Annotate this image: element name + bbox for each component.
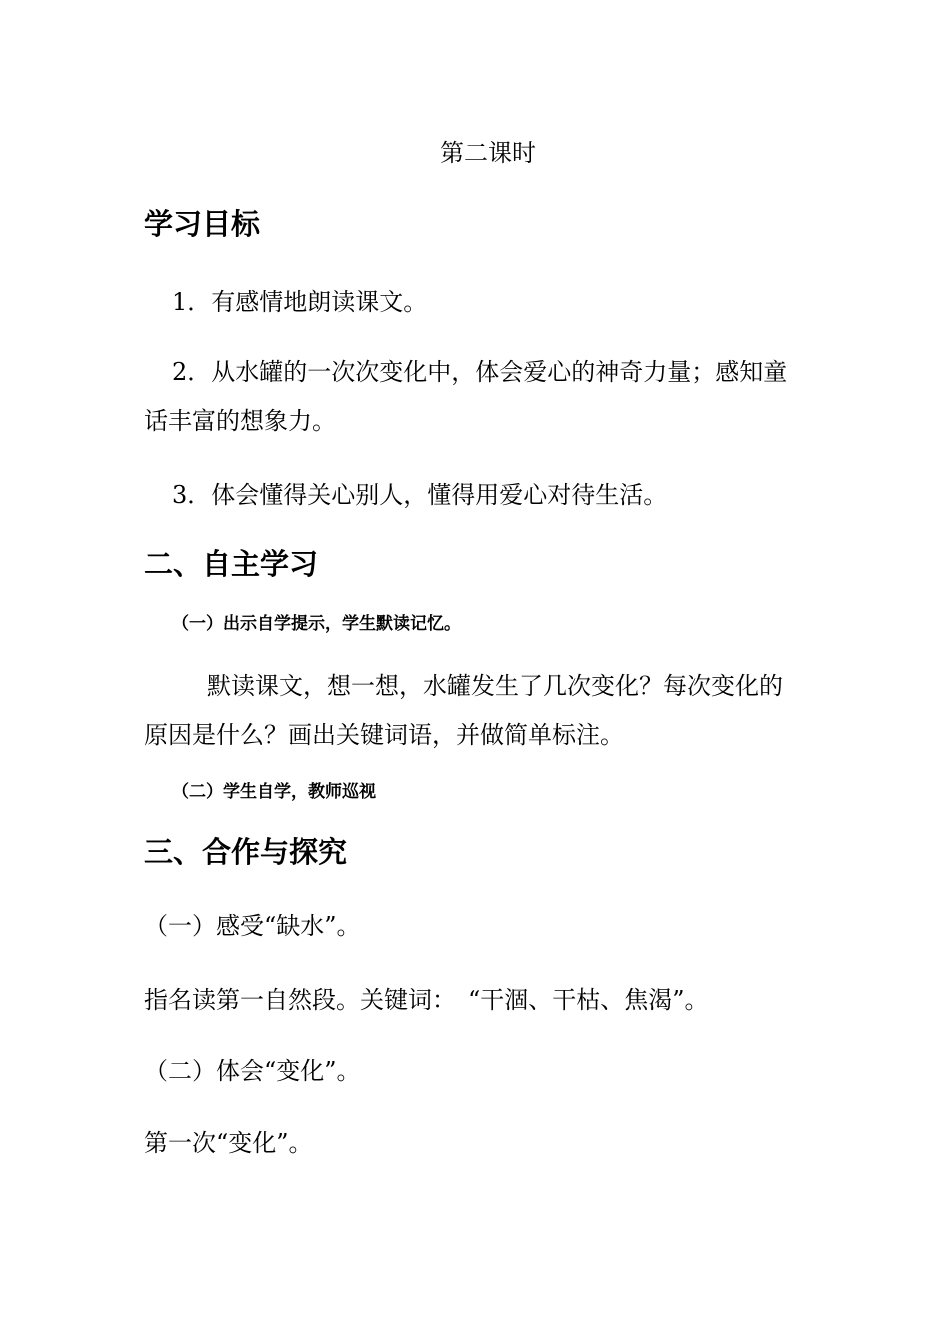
goal-item-2-continued: 话丰富的想象力。 [144,407,336,435]
first-change-line: 第一次“变化”。 [144,1129,313,1157]
goal-item-3: 3．体会懂得关心别人，懂得用爱心对待生活。 [172,481,668,509]
goal-item-2: 2．从水罐的一次次变化中，体会爱心的神奇力量；感知童 [172,358,788,386]
keyword-line: 指名读第一自然段。关键词： “干涸、干枯、焦渴”。 [144,986,709,1014]
section-heading-cooperation: 三、合作与探究 [144,835,348,869]
subheading-changes: （二）体会“变化”。 [144,1057,361,1085]
section-heading-goals: 学习目标 [144,207,261,241]
goal-item-1: 1．有感情地朗读课文。 [172,288,428,316]
subheading-self-study-teacher: （二）学生自学，教师巡视 [172,782,376,802]
subheading-water-shortage: （一）感受“缺水”。 [144,912,361,940]
self-study-paragraph-line-1: 默读课文，想一想，水罐发生了几次变化？每次变化的 [207,672,783,700]
document-title: 第二课时 [440,139,536,167]
section-heading-self-study: 二、自主学习 [144,547,319,581]
self-study-paragraph-line-2: 原因是什么？画出关键词语，并做简单标注。 [144,721,624,749]
subheading-self-study-prompt: （一）出示自学提示，学生默读记忆。 [172,614,461,634]
